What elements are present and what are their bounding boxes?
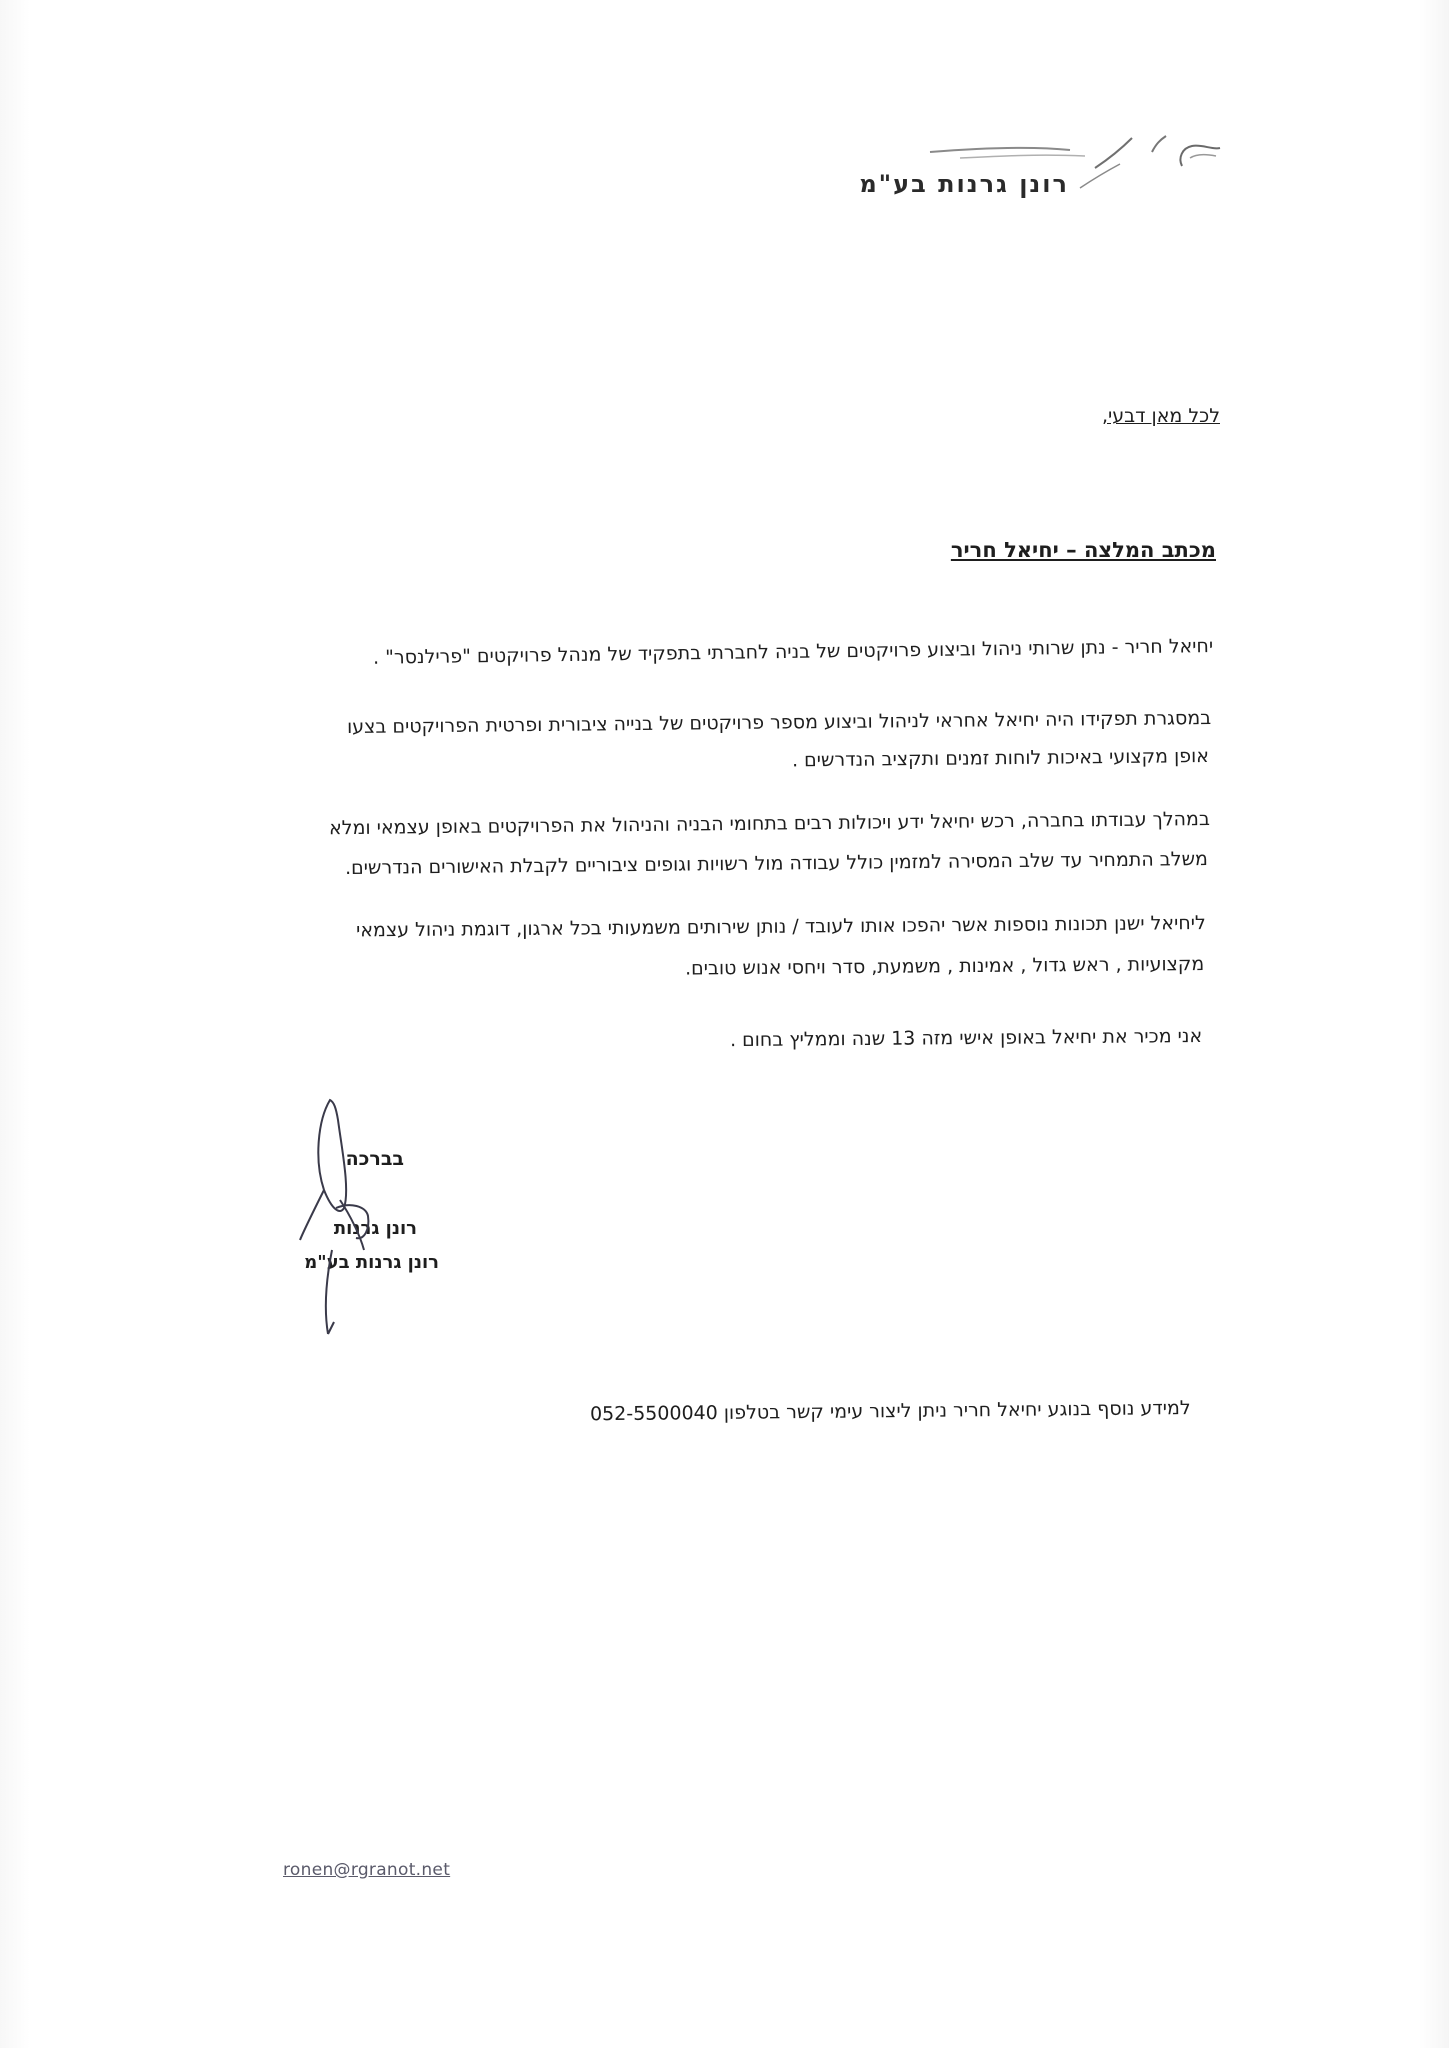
contact-line: למידע נוסף בנוגע יחיאל חריר ניתן ליצור עימי קשר בטלפון 052-5500040 xyxy=(590,1397,1192,1426)
paragraph-3-line-1: במהלך עבודתו בחברה, רכש יחיאל ידע ויכולות רבים בתחומי הבניה והניהול את הפרויקטים באופן עצמאי ומלא xyxy=(329,808,1211,840)
email-link[interactable]: ronen@rgranot.net xyxy=(283,1860,451,1880)
paragraph-2-line-2: אופן מקצועי באיכות לוחות זמנים ותקציב הנדרשים . xyxy=(791,745,1210,772)
paragraph-2-line-1: במסגרת תפקידו היה יחיאל אחראי לניהול וביצוע מספר פרויקטים של בנייה ציבורית ופרטית הפרויקטים בצעו xyxy=(346,707,1212,739)
letter-subject: מכתב המלצה – יחיאל חריר xyxy=(950,538,1216,562)
signer-name: רונן גרנות xyxy=(333,1218,417,1239)
paragraph-4-line-2: מקצועיות , ראש גדול , אמינות , משמעת, סדר ויחסי אנוש טובים. xyxy=(684,953,1205,980)
paragraph-1-line-1: יחיאל חריר - נתן שרותי ניהול וביצוע פרויקטים של בניה לחברתי בתפקיד של מנהל פרויקטים "פרילנסר" . xyxy=(372,635,1214,669)
paragraph-4-line-1: ליחיאל ישנן תכונות נוספות אשר יהפכו אותו לעובד / נותן שירותים משמעותי בכל ארגון, דוגמת ניהול עצמאי xyxy=(356,912,1207,942)
signer-company: רונן גרנות בע"מ xyxy=(304,1252,439,1273)
letterhead-company-name: רונן גרנות בע"מ xyxy=(859,170,1069,198)
paragraph-3-line-2: משלב התמחיר עד שלב המסירה למזמין כולל עבודה מול רשויות וגופים ציבוריים לקבלת האישורים הנדרשים. xyxy=(345,848,1209,880)
closing-greeting: בברכה xyxy=(345,1148,404,1170)
salutation: לכל מאן דבעי, xyxy=(1101,405,1220,427)
handwritten-signature xyxy=(280,1090,420,1340)
paragraph-5-line-1: אני מכיר את יחיאל באופן אישי מזה 13 שנה וממליץ בחום . xyxy=(729,1025,1203,1052)
